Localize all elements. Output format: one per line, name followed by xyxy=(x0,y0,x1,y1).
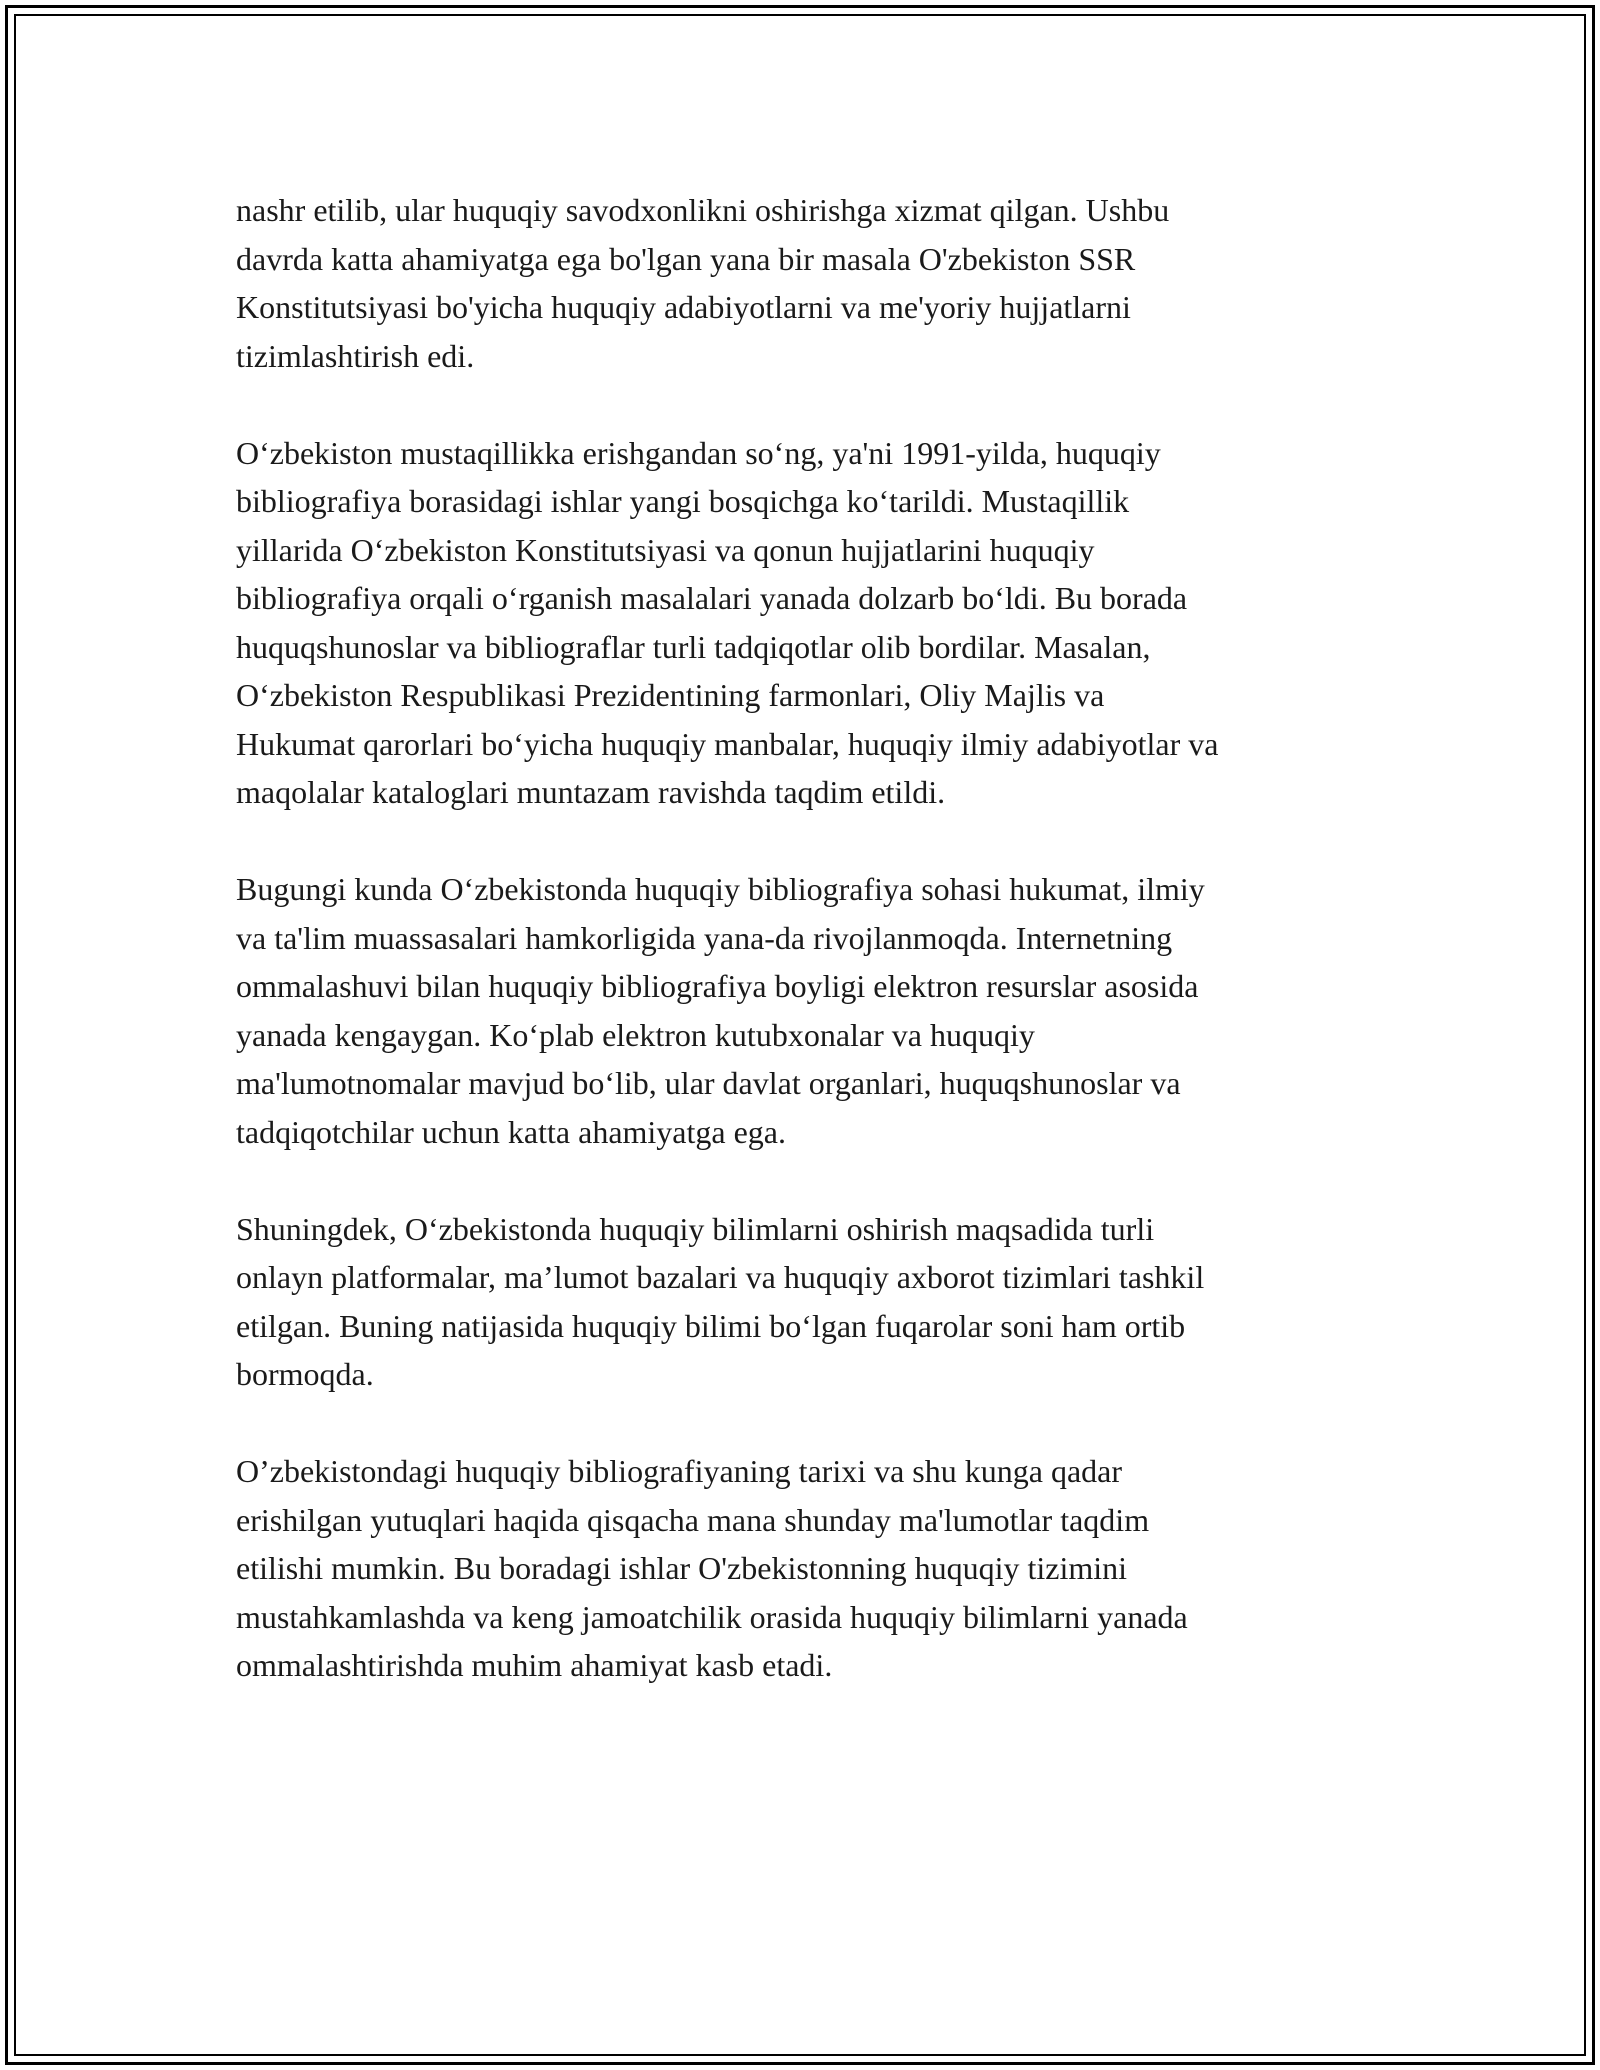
paragraph-3 xyxy=(236,865,1366,1156)
text-line: bibliografiya orqali o‘rganish masalalari yanada dolzarb bo‘ldi. Bu borada xyxy=(236,580,1188,616)
text-line: tizimlashtirish edi. xyxy=(236,337,475,374)
text-line: O‘zbekiston Respublikasi Prezidentining farmonlari, Oliy Majlis va xyxy=(236,677,1105,713)
text-line: yillarida O‘zbekiston Konstitutsiyasi va qonun hujjatlarini huquqiy xyxy=(236,531,1095,568)
paragraph-1 xyxy=(236,186,1366,380)
text-line: ommalashuvi bilan huquqiy bibliografiya boyligi elektron resurslar asosida xyxy=(236,968,1199,1004)
text-line: O’zbekistondagi huquqiy bibliografiyaning tarixi va shu kunga qadar xyxy=(236,1453,1123,1489)
text-line: O‘zbekiston mustaqillikka erishgandan so‘ng, ya'ni 1991-yilda, huquqiy xyxy=(236,434,1161,471)
document-body xyxy=(236,186,1366,1738)
text-line: ommalashtirishda muhim ahamiyat kasb etadi. xyxy=(236,1647,833,1683)
text-line: mustahkamlashda va keng jamoatchilik orasida huquqiy bilimlarni yanada xyxy=(236,1598,1188,1635)
text-line: etilgan. Buning natijasida huquqiy bilimi bo‘lgan fuqarolar soni ham ortib xyxy=(236,1307,1186,1344)
text-line: va ta'lim muassasalari hamkorligida yana-da rivojlanmoqda. Internetning xyxy=(236,919,1173,956)
paragraph-5 xyxy=(236,1447,1366,1690)
paragraph-4 xyxy=(236,1205,1366,1399)
text-line: Hukumat qarorlari bo‘yicha huquqiy manbalar, huquqiy ilmiy adabiyotlar va xyxy=(236,725,1219,762)
text-line: Bugungi kunda O‘zbekistonda huquqiy bibliografiya sohasi hukumat, ilmiy xyxy=(236,871,1205,907)
text-line: onlayn platformalar, ma’lumot bazalari va huquqiy axborot tizimlari tashkil xyxy=(236,1259,1205,1295)
text-line: bormoqda. xyxy=(236,1356,374,1392)
text-line: huquqshunoslar va bibliograflar turli tadqiqotlar olib bordilar. Masalan, xyxy=(236,628,1151,665)
text-line: nashr etilib, ular huquqiy savodxonlikni oshirishga xizmat qilgan. Ushbu xyxy=(236,192,1170,228)
text-line: maqolalar kataloglari muntazam ravishda taqdim etildi. xyxy=(236,774,946,810)
text-line: yanada kengaygan. Ko‘plab elektron kutubxonalar va huquqiy xyxy=(236,1016,1035,1053)
paragraph-2 xyxy=(236,429,1366,817)
text-line: Shuningdek, O‘zbekistonda huquqiy bilimlarni oshirish maqsadida turli xyxy=(236,1210,1155,1247)
text-line: bibliografiya borasidagi ishlar yangi bosqichga ko‘tarildi. Mustaqillik xyxy=(236,483,1130,519)
text-line: Konstitutsiyasi bo'yicha huquqiy adabiyotlarni va me'yoriy hujjatlarni xyxy=(236,289,1131,325)
text-line: ma'lumotnomalar mavjud bo‘lib, ular davlat organlari, huquqshunoslar va xyxy=(236,1065,1181,1101)
text-line: davrda katta ahamiyatga ega bo'lgan yana bir masala O'zbekiston SSR xyxy=(236,240,1136,277)
text-line: tadqiqotchilar uchun katta ahamiyatga ega. xyxy=(236,1113,786,1150)
text-line: erishilgan yutuqlari haqida qisqacha mana shunday ma'lumotlar taqdim xyxy=(236,1501,1150,1538)
text-line: etilishi mumkin. Bu boradagi ishlar O'zbekistonning huquqiy tizimini xyxy=(236,1550,1128,1586)
